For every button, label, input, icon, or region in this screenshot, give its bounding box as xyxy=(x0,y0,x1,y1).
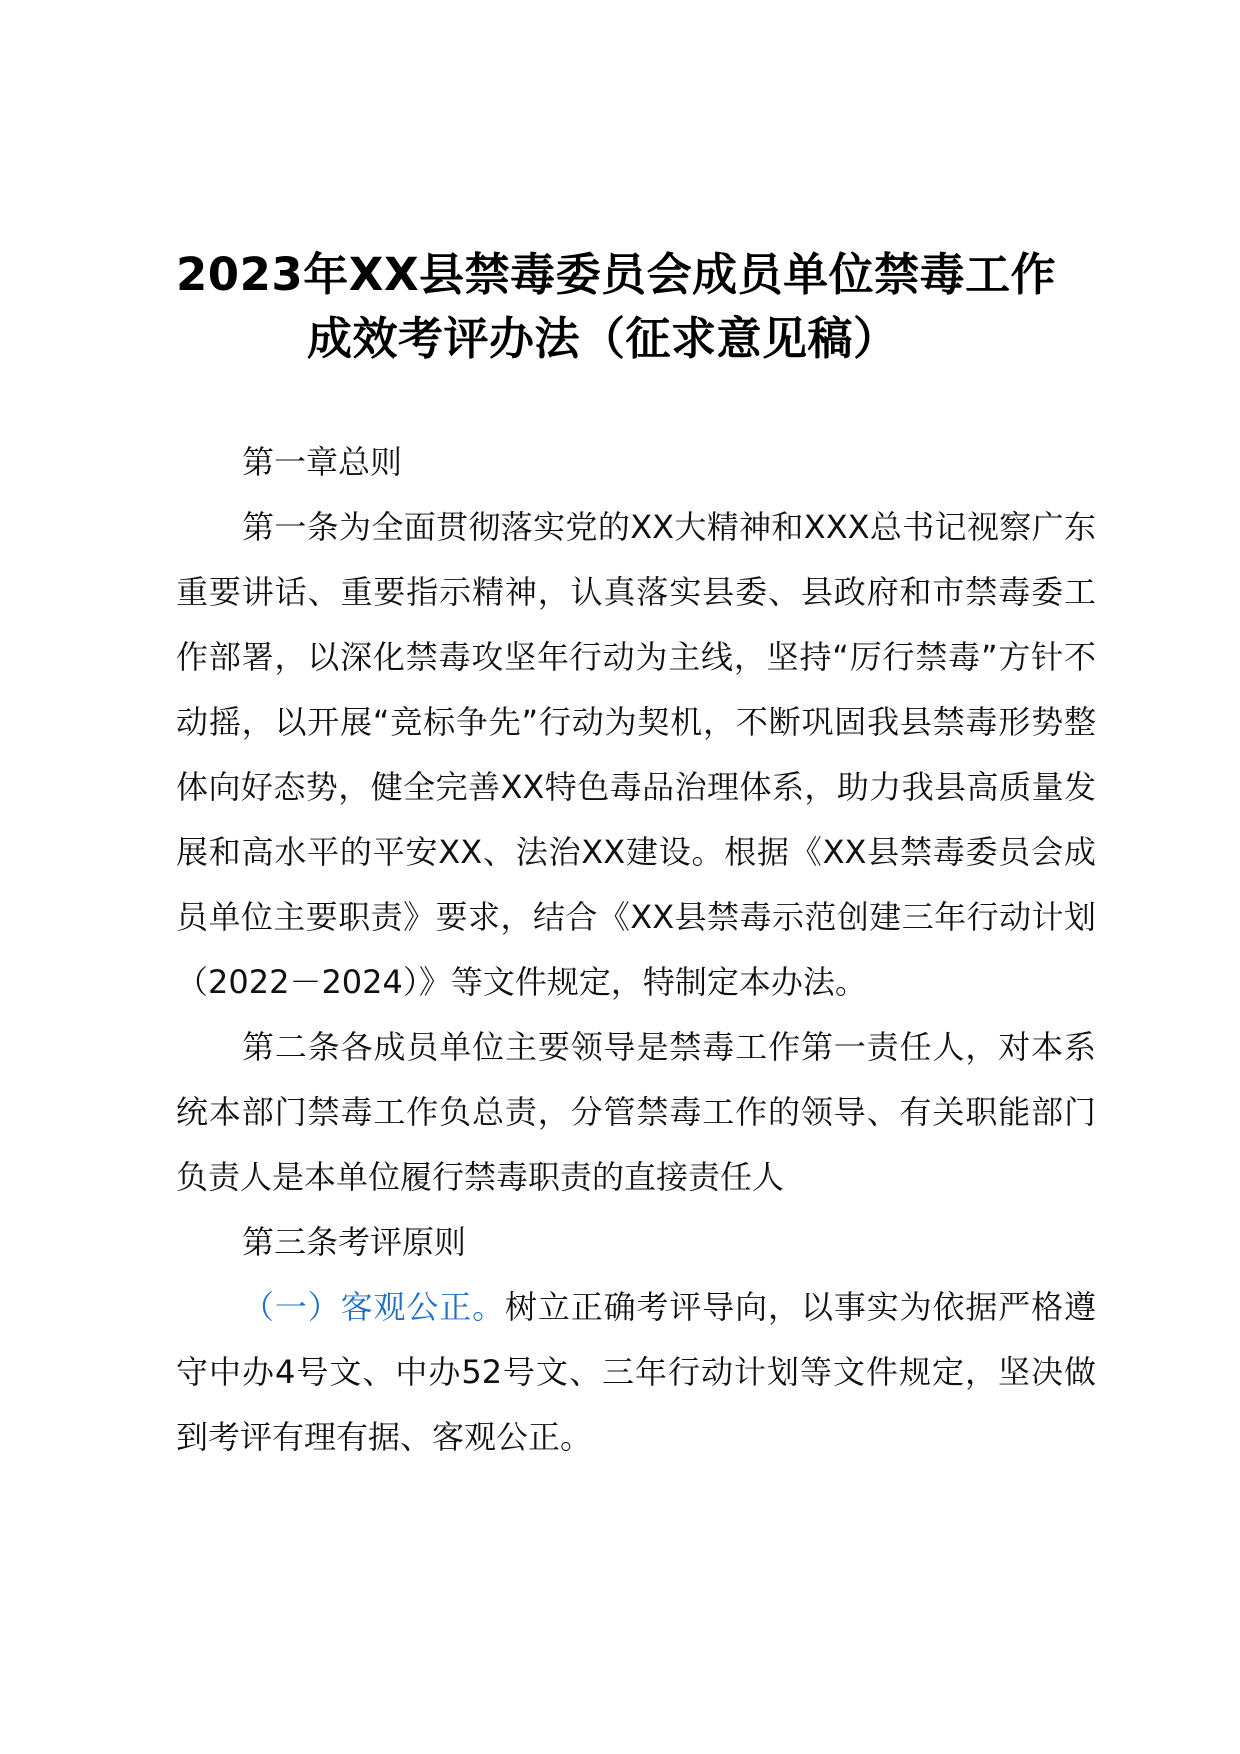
principle-1-text: 树立正确考评导向，以事实为依据严格遵守中办4号文、中办52号文、三年行动计划等文件规定，坚决做到考评有理有据、客观公正。 xyxy=(176,1288,1096,1456)
article-3-heading: 第三条考评原则 xyxy=(242,1223,467,1261)
article-2-paragraph: 第二条各成员单位主要领导是禁毒工作第一责任人，对本系统本部门禁毒工作负总责，分管禁毒工作的领导、有关职能部门负责人是本单位履行禁毒职责的直接责任人 xyxy=(176,1028,1096,1196)
principle-1-paragraph xyxy=(176,1275,1096,1470)
document-title xyxy=(140,243,1120,371)
title-line-2: 成效考评办法（征求意见稿） xyxy=(307,312,899,365)
principle-1-label: （一）客观公正。 xyxy=(242,1288,506,1326)
document-body xyxy=(176,430,1096,1470)
title-line-1: 2023年XX县禁毒委员会成员单位禁毒工作 xyxy=(176,248,1057,301)
article-1-paragraph: 第一条为全面贯彻落实党的XX大精神和XXX总书记视察广东重要讲话、重要指示精神，认真落实县委、县政府和市禁毒委工作部署，以深化禁毒攻坚年行动为主线，坚持“厉行禁毒”方针不动摇，以开展“竞标争先”行动为契机，不断巩固我县禁毒形势整体向好态势，健全完善XX特色毒品治理体系，助力我县高质量发展和高水平的平安XX、法治XX建设。根据《XX县禁毒委员会成员单位主要职责》要求，结合《XX县禁毒示范创建三年行动计划（2022－2024）》等文件规定，特制定本办法。 xyxy=(176,508,1096,1001)
chapter-heading: 第一章总则 xyxy=(242,443,403,481)
